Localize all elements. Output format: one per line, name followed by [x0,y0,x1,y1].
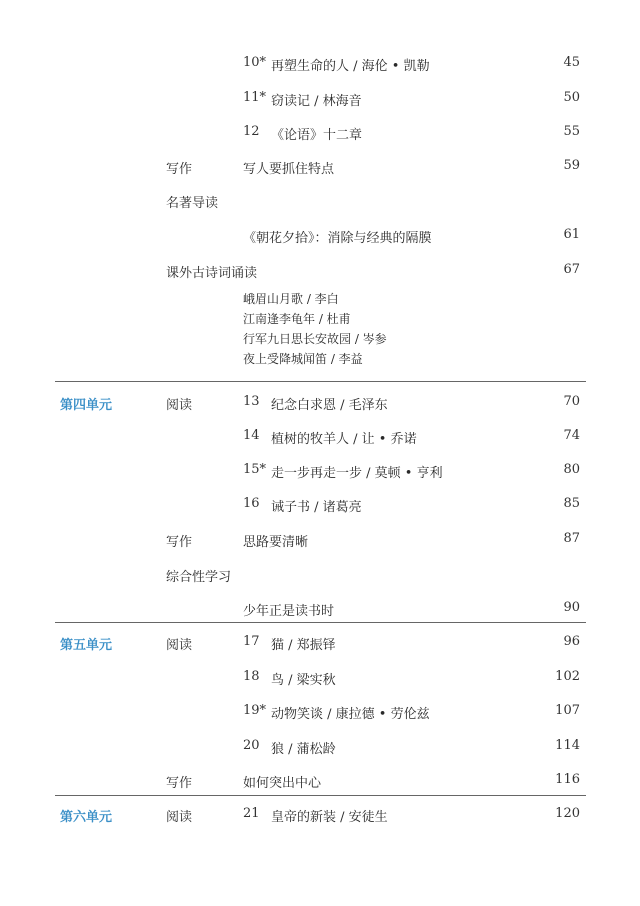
lesson-number: 19* [243,703,267,718]
page-number: 45 [563,55,580,70]
page-number: 59 [563,158,580,173]
section-title[interactable]: 少年正是读书时 [243,604,335,619]
section-title[interactable]: 《朝花夕拾》：消除与经典的隔膜 [243,231,432,246]
lesson-title[interactable]: 鸟 / 梁实秋 [271,673,336,688]
lesson-title[interactable]: 皇帝的新装 / 安徒生 [271,810,388,825]
page-number: 80 [563,462,580,477]
section-category: 综合性学习 [166,570,232,585]
unit-heading[interactable]: 第六单元 [60,810,113,825]
poem-title: 夜上受降城闻笛 / 李益 [243,352,363,366]
section-category: 阅读 [166,638,193,653]
lesson-title[interactable]: 动物笑谈 / 康拉德 • 劳伦兹 [271,707,430,722]
page-number: 96 [563,634,580,649]
lesson-title[interactable]: 再塑生命的人 / 海伦 • 凯勒 [271,59,430,74]
lesson-number: 13 [243,394,260,409]
section-title[interactable]: 如何突出中心 [243,776,322,791]
page-number: 67 [563,262,580,277]
lesson-title[interactable]: 纪念白求恩 / 毛泽东 [271,398,388,413]
page-number: 70 [563,394,580,409]
lesson-title[interactable]: 诫子书 / 诸葛亮 [271,500,362,515]
lesson-number: 11* [243,90,267,105]
page-number: 107 [555,703,580,718]
page-number: 50 [563,90,580,105]
lesson-title[interactable]: 猫 / 郑振铎 [271,638,336,653]
page-number: 55 [563,124,580,139]
page-number: 90 [563,600,580,615]
section-category: 阅读 [166,810,193,825]
section-title[interactable]: 思路要清晰 [243,535,309,550]
poem-title: 行军九日思长安故园 / 岑参 [243,332,387,346]
lesson-title[interactable]: 狼 / 蒲松龄 [271,742,336,757]
page-number: 74 [563,428,580,443]
lesson-number: 10* [243,55,267,70]
lesson-number: 14 [243,428,260,443]
page-number: 120 [555,806,580,821]
unit-divider [55,622,586,623]
lesson-title[interactable]: 走一步再走一步 / 莫顿 • 亨利 [271,466,443,481]
lesson-title[interactable]: 植树的牧羊人 / 让 • 乔诺 [271,432,417,447]
lesson-number: 20 [243,738,260,753]
unit-heading[interactable]: 第四单元 [60,398,113,413]
poem-title: 江南逢李龟年 / 杜甫 [243,312,351,326]
lesson-number: 17 [243,634,260,649]
section-category: 阅读 [166,398,193,413]
page-number: 61 [563,227,580,242]
lesson-number: 21 [243,806,260,821]
lesson-title[interactable]: 窃读记 / 林海音 [271,94,362,109]
page-number: 87 [563,531,580,546]
unit-divider [55,381,586,382]
page-number: 114 [555,738,580,753]
unit-heading[interactable]: 第五单元 [60,638,113,653]
page-number: 85 [563,496,580,511]
section-category[interactable]: 课外古诗词诵读 [166,266,258,281]
page-number: 102 [555,669,580,684]
unit-divider [55,795,586,796]
lesson-number: 18 [243,669,260,684]
lesson-title[interactable]: 《论语》十二章 [271,128,363,143]
lesson-number: 16 [243,496,260,511]
section-category: 写作 [166,162,193,177]
page-number: 116 [555,772,580,787]
poem-title: 峨眉山月歌 / 李白 [243,292,339,306]
section-title[interactable]: 写人要抓住特点 [243,162,335,177]
section-category: 写作 [166,535,193,550]
lesson-number: 12 [243,124,260,139]
lesson-number: 15* [243,462,267,477]
section-category: 写作 [166,776,193,791]
section-category: 名著导读 [166,196,219,211]
